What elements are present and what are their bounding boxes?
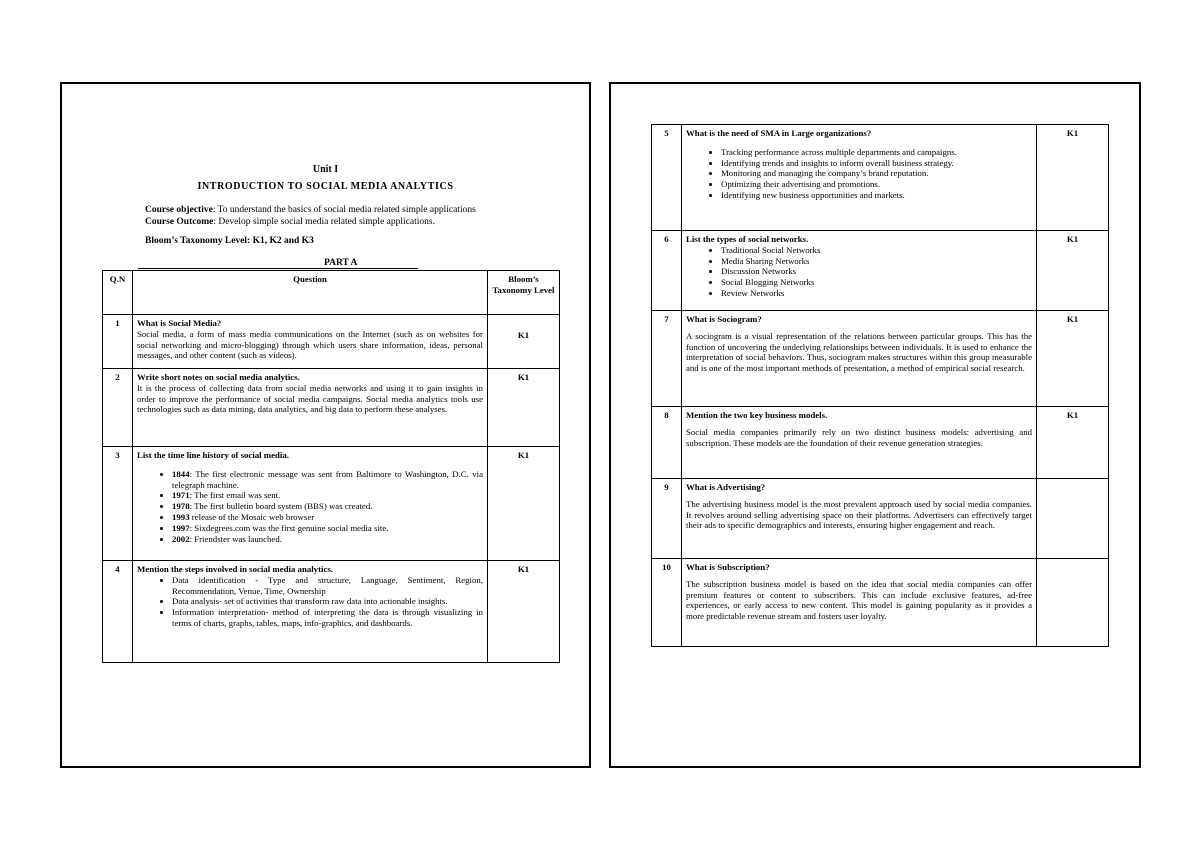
- header-qn: Q.N: [103, 271, 133, 315]
- answer-text: The subscription business model is based on the idea that social media companies can offer premium features or content to subscribers. This can include exclusive features, ad-free experiences, or early access to new content. This model is gaining popularity as it provides a more predictable revenue stream and fosters user loyalty.: [686, 578, 1032, 622]
- list-item: • Identifying trends and insights to inform overall business strategy.: [721, 158, 1032, 169]
- row-level: [1037, 559, 1109, 647]
- list-item: • Data identification - Type and structure, Language, Sentiment, Region, Recommendation, Venue, Time, Ownership: [172, 575, 483, 597]
- list-item: • 2002: Friendster was launched.: [172, 534, 483, 545]
- row-question: [133, 369, 488, 447]
- list-item: • Traditional Social Networks: [721, 245, 1032, 256]
- course-info: [145, 204, 565, 228]
- question-title: Mention the steps involved in social media analytics.: [137, 564, 333, 574]
- row-level: K1: [488, 447, 560, 561]
- question-title: What is Subscription?: [686, 562, 770, 572]
- outcome-text: : Develop simple social media related simple applications.: [213, 217, 435, 227]
- list-item: • Optimizing their advertising and promotions.: [721, 179, 1032, 190]
- table-row: [103, 561, 560, 663]
- row-question: [133, 561, 488, 663]
- question-title: List the time line history of social media.: [137, 450, 289, 460]
- unit-heading: INTRODUCTION TO SOCIAL MEDIA ANALYTICS: [197, 181, 454, 192]
- list-item: • Monitoring and managing the company’s brand reputation.: [721, 168, 1032, 179]
- timeline-list: [137, 469, 483, 545]
- table-row: [652, 479, 1109, 559]
- table-row: [652, 231, 1109, 311]
- list-item: • 1997: Sixdegrees.com was the first genuine social media site.: [172, 523, 483, 534]
- objective-label: Course objective: [145, 205, 213, 215]
- row-level: [488, 315, 560, 369]
- row-question: [682, 559, 1037, 647]
- row-number: 7: [652, 311, 682, 407]
- left-page: [60, 82, 591, 768]
- outcome-label: Course Outcome: [145, 217, 214, 227]
- row-question: [682, 311, 1037, 407]
- list-item: • Social Blogging Networks: [721, 277, 1032, 288]
- table-row: [652, 559, 1109, 647]
- list-item: • Identifying new business opportunities and markets.: [721, 190, 1032, 201]
- answer-text: The advertising business model is the most prevalent approach used by social media companies. It revolves around selling advertising space on their platforms. Advertisers can effectively target their ads to specific demographics and interests, ensuring higher engagement and reach.: [686, 498, 1032, 531]
- row-number: 5: [652, 125, 682, 231]
- row-level: K1: [1037, 231, 1109, 311]
- table-row: [103, 447, 560, 561]
- answer-text: Social media, a form of mass media communications on the Internet (such as on websites for social networking and micro-blogging) through which users share information, ideas, personal messages, and other content (such as videos).: [137, 328, 483, 361]
- networks-list: [686, 245, 1032, 299]
- question-title: List the types of social networks.: [686, 234, 809, 244]
- row-level: K1: [488, 369, 560, 447]
- right-page: [609, 82, 1141, 768]
- table-row: [103, 315, 560, 369]
- part-underline: [138, 268, 418, 269]
- row-level: K1: [1037, 407, 1109, 479]
- objective-text: : To understand the basics of social media related simple applications: [212, 205, 476, 215]
- answer-text: It is the process of collecting data from social media networks and using it to gain insights in order to improve the performance of social media campaigns. Social media analytics tools use technologies such as data mining, data analytics, and big data to perform these analyses.: [137, 382, 483, 415]
- question-title: Mention the two key business models.: [686, 410, 828, 420]
- row-question: [682, 407, 1037, 479]
- part-heading: PART A: [324, 258, 358, 268]
- row-level: [1037, 479, 1109, 559]
- row-question: [682, 231, 1037, 311]
- list-item: • Data analysis- set of activities that transform raw data into actionable insights.: [172, 596, 483, 607]
- list-item: • Media Sharing Networks: [721, 256, 1032, 267]
- row-question: [133, 315, 488, 369]
- list-item: • 1971: The first email was sent.: [172, 490, 483, 501]
- row-question: [682, 479, 1037, 559]
- question-title: What is Advertising?: [686, 482, 766, 492]
- row-number: 10: [652, 559, 682, 647]
- row-number: 8: [652, 407, 682, 479]
- question-title: Write short notes on social media analytics.: [137, 372, 300, 382]
- bloom-level: Bloom’s Taxonomy Level: K1, K2 and K3: [145, 236, 314, 246]
- list-item: • 1978: The first bulletin board system (BBS) was created.: [172, 501, 483, 512]
- row-level: K1: [1037, 125, 1109, 231]
- question-title: What is the need of SMA in Large organizations?: [686, 128, 872, 138]
- list-item: • Information interpretation- method of interpreting the data is through visualizing in terms of charts, graphs, tables, maps, info-graphics, and dashboards.: [172, 607, 483, 629]
- needs-list: [686, 147, 1032, 201]
- list-item: • Tracking performance across multiple departments and campaigns.: [721, 147, 1032, 158]
- row-level: K1: [488, 561, 560, 663]
- row-question: [133, 447, 488, 561]
- question-table-right: [651, 124, 1109, 647]
- row-level: K1: [1037, 311, 1109, 407]
- course-objective: [145, 204, 565, 216]
- steps-list: [137, 575, 483, 629]
- row-number: 4: [103, 561, 133, 663]
- answer-text: A sociogram is a visual representation of the relations between particular groups. This has the function of uncovering the underlying relationships between individuals. It is used to enhance the interpretation of social behaviors. Thus, sociogram makes structures within this group measurable and is one of the most important methods of presentation, a method of empirical social research.: [686, 330, 1032, 374]
- table-row: [652, 311, 1109, 407]
- answer-text: Social media companies primarily rely on two distinct business models: advertising and subscription. These models are the foundation of their revenue generation strategies.: [686, 426, 1032, 448]
- table-row: [103, 369, 560, 447]
- row-number: 6: [652, 231, 682, 311]
- table-row: [652, 407, 1109, 479]
- header-question: Question: [133, 271, 488, 315]
- row-number: 1: [103, 315, 133, 369]
- header-level: Bloom’s Taxonomy Level: [488, 271, 560, 315]
- question-title: What is Social Media?: [137, 318, 222, 328]
- question-table-left: [102, 270, 560, 663]
- level-value: K1: [517, 330, 530, 340]
- row-number: 2: [103, 369, 133, 447]
- list-item: • Discussion Networks: [721, 266, 1032, 277]
- row-number: 3: [103, 447, 133, 561]
- course-outcome: [145, 216, 565, 228]
- question-title: What is Sociogram?: [686, 314, 762, 324]
- table-row: [652, 125, 1109, 231]
- list-item: • 1844: The first electronic message was sent from Baltimore to Washington, D.C. via telegraph machine.: [172, 469, 483, 491]
- unit-title: Unit I: [312, 164, 339, 175]
- list-item: • Review Networks: [721, 288, 1032, 299]
- table-header: [103, 271, 560, 315]
- row-number: 9: [652, 479, 682, 559]
- list-item: • 1993 release of the Mosaic web browser: [172, 512, 483, 523]
- row-question: [682, 125, 1037, 231]
